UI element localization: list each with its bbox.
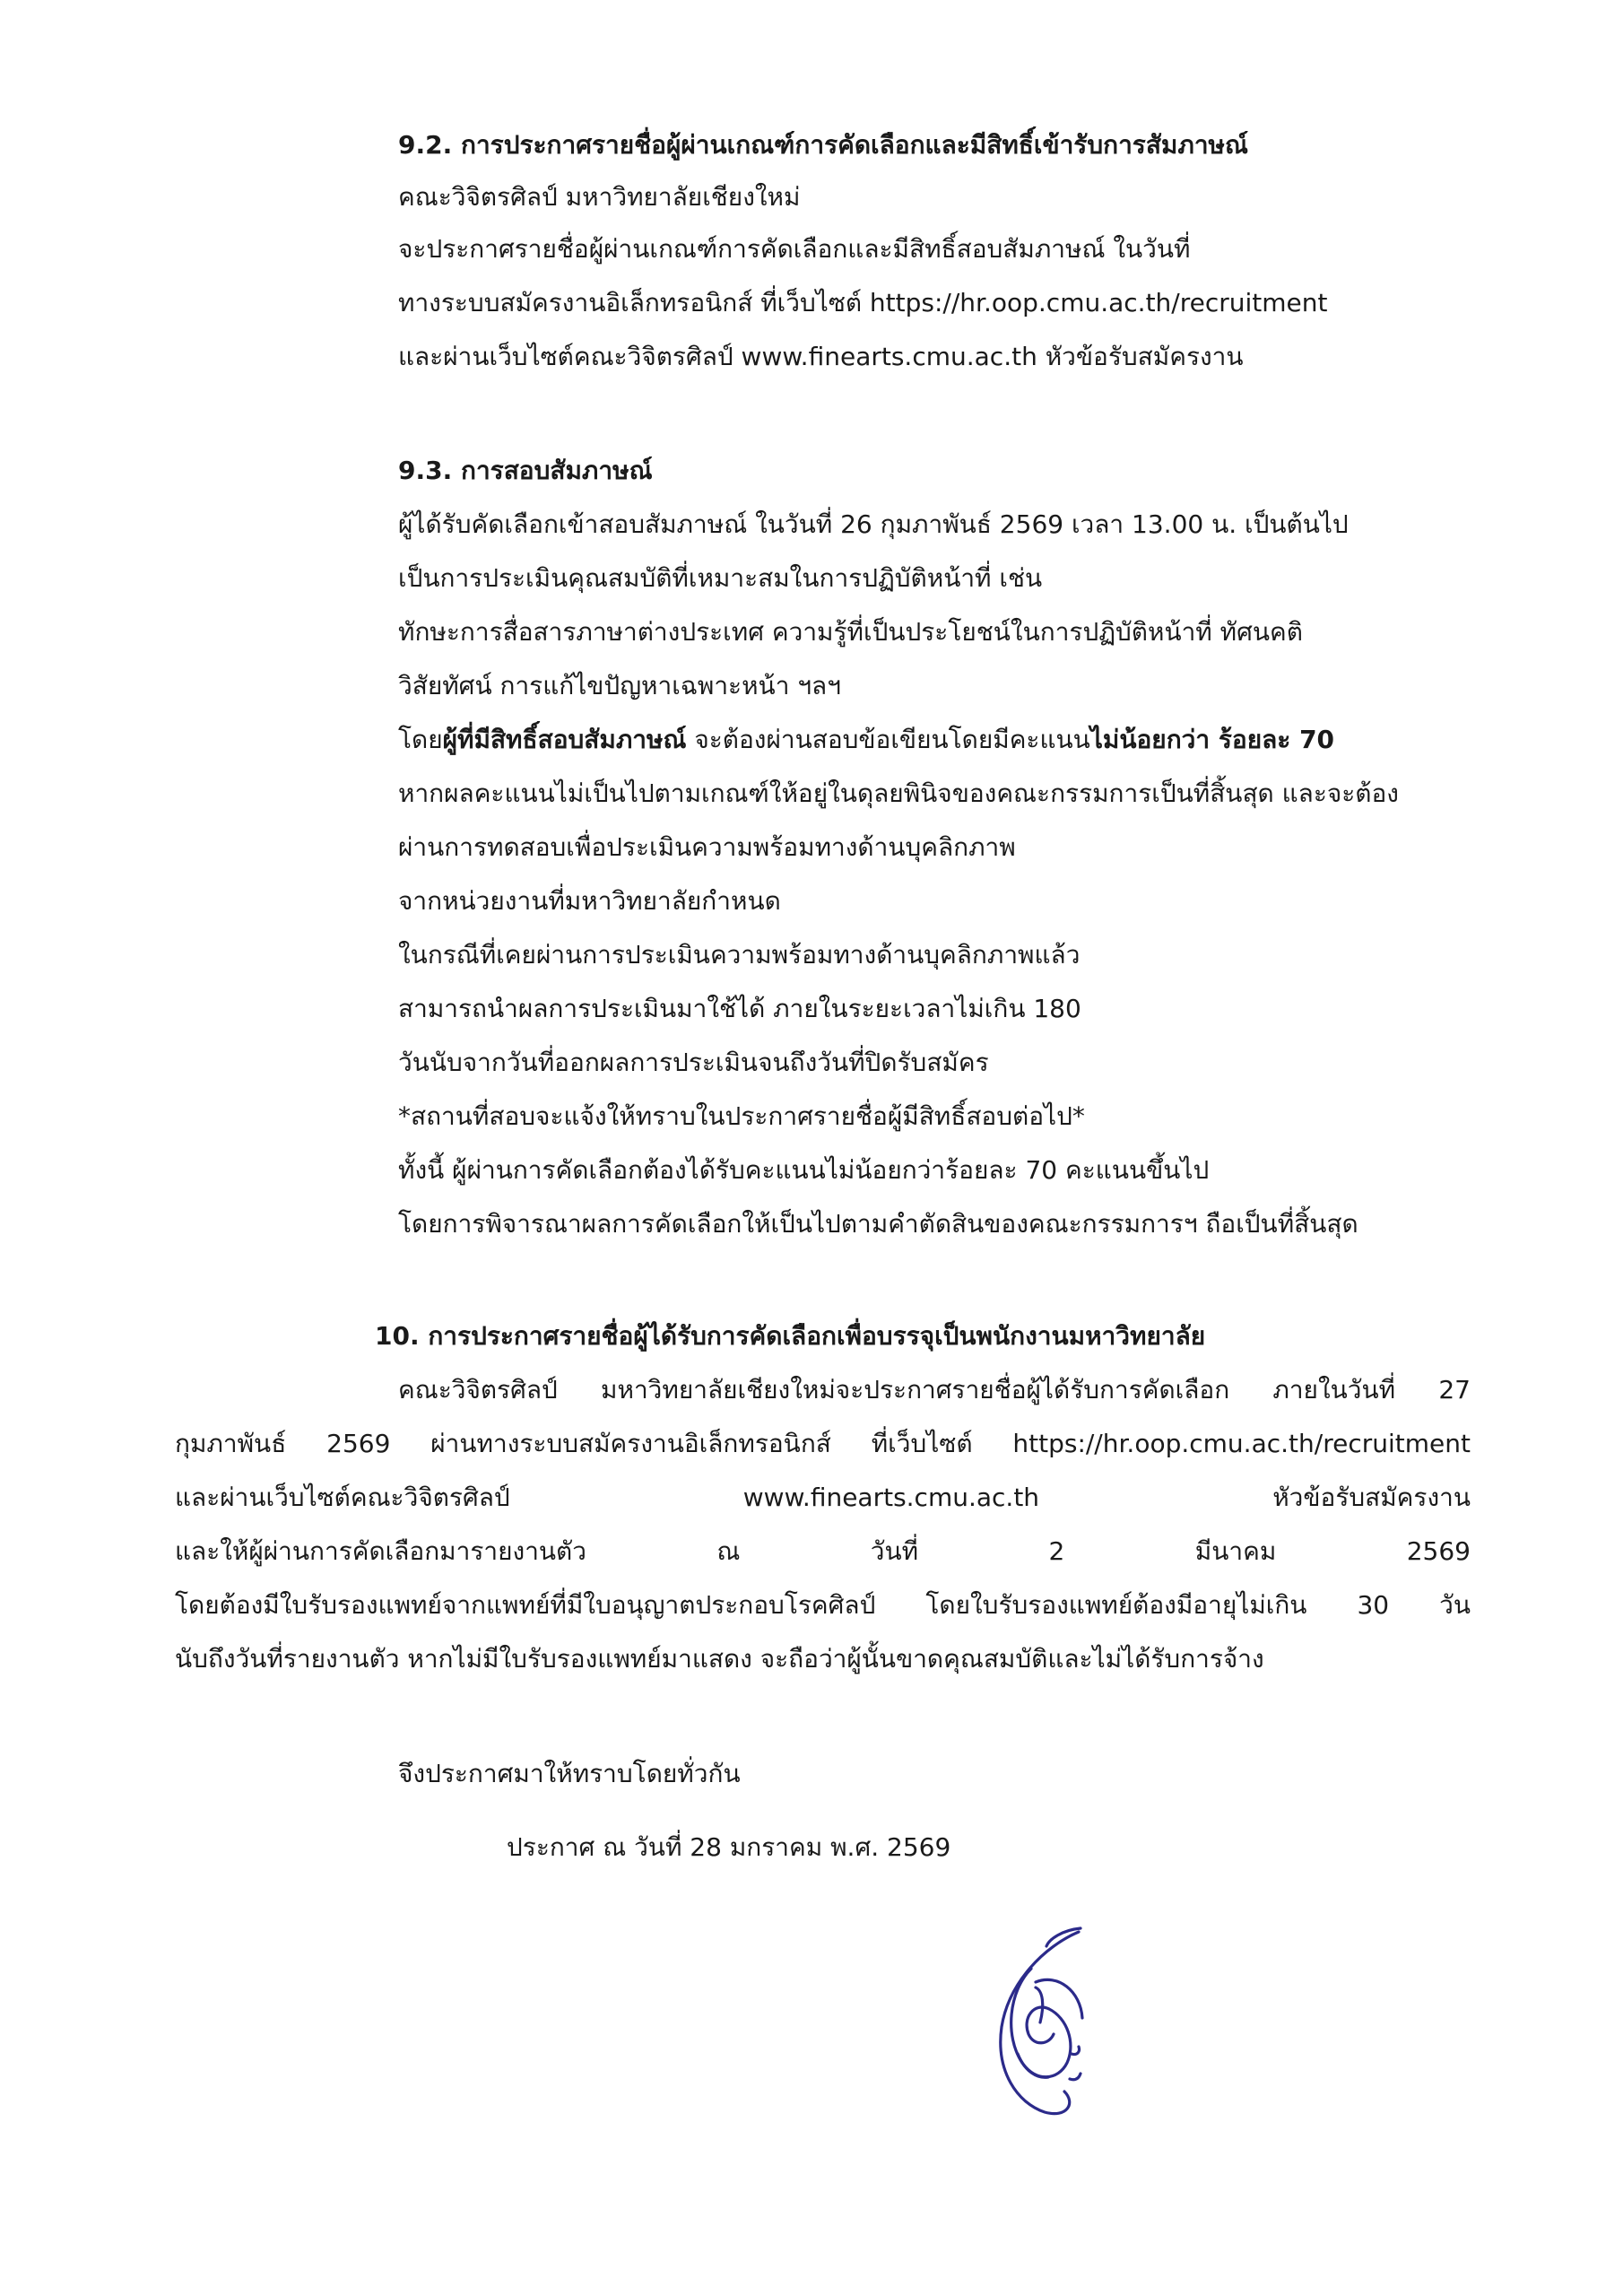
signature-icon	[982, 1919, 1116, 2126]
section-9-3-line-14: โดยการพิจารณาผลการคัดเลือกให้เป็นไปตามคำตัดสินของคณะกรรมการฯ ถือเป็นที่สิ้นสุด	[398, 1209, 1358, 1239]
line-5-middle: จะต้องผ่านสอบข้อเขียนโดยมีคะแนน	[686, 725, 1090, 754]
section-10-para-line-1	[398, 1372, 1471, 1408]
p4-w2: วันที่	[870, 1536, 919, 1566]
section-9-3-line-11: วันนับจากวันที่ออกผลการประเมินจนถึงวันที่ปิดรับสมัคร	[398, 1048, 989, 1077]
p2-w4: https://hr.oop.cmu.ac.th/recruitment	[1012, 1429, 1471, 1458]
section-9-3-line-12: *สถานที่สอบจะแจ้งให้ทราบในประกาศรายชื่อผู้มีสิทธิ์สอบต่อไป*	[398, 1101, 1085, 1131]
section-10-para-line-3	[175, 1480, 1471, 1516]
p2-w3: ที่เว็บไซต์	[871, 1429, 973, 1458]
section-9-2-line-3: ทางระบบสมัครงานอิเล็กทรอนิกส์ ที่เว็บไซต์ https://hr.oop.cmu.ac.th/recruitment	[398, 288, 1328, 317]
p5-w2: 30	[1357, 1590, 1390, 1620]
section-9-3-line-6: หากผลคะแนนไม่เป็นไปตามเกณฑ์ให้อยู่ในดุลยพินิจของคณะกรรมการเป็นที่สิ้นสุด และจะต้อง	[398, 778, 1399, 808]
section-9-2-line-4: และผ่านเว็บไซต์คณะวิจิตรศิลป์ www.finearts.cmu.ac.th หัวข้อรับสมัครงาน	[398, 342, 1244, 371]
p2-w0: กุมภาพันธ์	[175, 1429, 287, 1458]
line-5-eligible-bold: ผู้ที่มีสิทธิ์สอบสัมภาษณ์	[442, 725, 687, 754]
section-9-3-line-1: ผู้ได้รับคัดเลือกเข้าสอบสัมภาษณ์ ในวันที่ 26 กุมภาพันธ์ 2569 เวลา 13.00 น. เป็นต้นไป	[398, 509, 1349, 539]
section-10-para-line-4	[175, 1534, 1471, 1570]
p3-w0: และผ่านเว็บไซต์คณะวิจิตรศิลป์	[175, 1483, 510, 1512]
p5-w3: วัน	[1439, 1590, 1471, 1620]
section-9-3-line-5	[398, 722, 1334, 758]
p4-w5: 2569	[1406, 1536, 1471, 1566]
p1-w2: ภายในวันที่	[1272, 1375, 1396, 1405]
line-5-prefix: โดย	[398, 725, 443, 754]
p3-w1: www.finearts.cmu.ac.th	[742, 1483, 1040, 1512]
p1-w0: คณะวิจิตรศิลป์	[398, 1375, 558, 1405]
p2-w2: ผ่านทางระบบสมัครงานอิเล็กทรอนิกส์	[430, 1429, 831, 1458]
line-5-score-bold: ไม่น้อยกว่า ร้อยละ 70	[1089, 725, 1335, 754]
section-10-para-line-6: นับถึงวันที่รายงานตัว หากไม่มีใบรับรองแพทย์มาแสดง จะถือว่าผู้นั้นขาดคุณสมบัติและไม่ได้รับการจ้าง	[175, 1644, 1264, 1674]
section-9-3-line-3: ทักษะการสื่อสารภาษาต่างประเทศ ความรู้ที่เป็นประโยชน์ในการปฏิบัติหน้าที่ ทัศนคติ	[398, 617, 1303, 647]
section-9-2-line-2: จะประกาศรายชื่อผู้ผ่านเกณฑ์การคัดเลือกและมีสิทธิ์สอบสัมภาษณ์ ในวันที่	[398, 234, 1191, 264]
section-9-3-line-2: เป็นการประเมินคุณสมบัติที่เหมาะสมในการปฏิบัติหน้าที่ เช่น	[398, 563, 1043, 593]
section-9-3-line-8: จากหน่วยงานที่มหาวิทยาลัยกำหนด	[398, 886, 781, 916]
closing-notice: จึงประกาศมาให้ทราบโดยทั่วกัน	[398, 1759, 741, 1788]
p4-w4: มีนาคม	[1194, 1536, 1277, 1566]
p5-w1: โดยใบรับรองแพทย์ต้องมีอายุไม่เกิน	[925, 1590, 1307, 1620]
p3-w2: หัวข้อรับสมัครงาน	[1272, 1483, 1471, 1512]
section-10-para-line-5	[175, 1587, 1471, 1623]
p4-w0: และให้ผู้ผ่านการคัดเลือกมารายงานตัว	[175, 1536, 586, 1566]
p4-w1: ณ	[716, 1536, 741, 1566]
p2-w1: 2569	[326, 1429, 391, 1458]
p1-w1: มหาวิทยาลัยเชียงใหม่จะประกาศรายชื่อผู้ได้รับการคัดเลือก	[601, 1375, 1230, 1405]
p4-w3: 2	[1048, 1536, 1065, 1566]
section-9-3-line-10: สามารถนำผลการประเมินมาใช้ได้ ภายในระยะเวลาไม่เกิน 180	[398, 994, 1081, 1023]
section-10-heading: 10. การประกาศรายชื่อผู้ได้รับการคัดเลือกเพื่อบรรจุเป็นพนักงานมหาวิทยาลัย	[375, 1321, 1206, 1351]
section-9-3-heading: 9.3. การสอบสัมภาษณ์	[398, 456, 653, 485]
section-9-3-line-7: ผ่านการทดสอบเพื่อประเมินความพร้อมทางด้านบุคลิกภาพ	[398, 832, 1016, 862]
section-9-3-line-9: ในกรณีที่เคยผ่านการประเมินความพร้อมทางด้านบุคลิกภาพแล้ว	[398, 940, 1081, 970]
section-9-3-line-13: ทั้งนี้ ผู้ผ่านการคัดเลือกต้องได้รับคะแนนไม่น้อยกว่าร้อยละ 70 คะแนนขึ้นไป	[398, 1155, 1210, 1185]
section-9-2-line-1: คณะวิจิตรศิลป์ มหาวิทยาลัยเชียงใหม่	[398, 182, 801, 212]
p5-w0: โดยต้องมีใบรับรองแพทย์จากแพทย์ที่มีใบอนุญาตประกอบโรคศิลป์	[175, 1590, 876, 1620]
announcement-date: ประกาศ ณ วันที่ 28 มกราคม พ.ศ. 2569	[507, 1832, 951, 1862]
section-10-para-line-2	[175, 1426, 1471, 1462]
section-9-3-line-4: วิสัยทัศน์ การแก้ไขปัญหาเฉพาะหน้า ฯลฯ	[398, 671, 841, 700]
p1-w3: 27	[1438, 1375, 1471, 1405]
section-9-2-heading: 9.2. การประกาศรายชื่อผู้ผ่านเกณฑ์การคัดเลือกและมีสิทธิ์เข้ารับการสัมภาษณ์	[398, 130, 1248, 160]
